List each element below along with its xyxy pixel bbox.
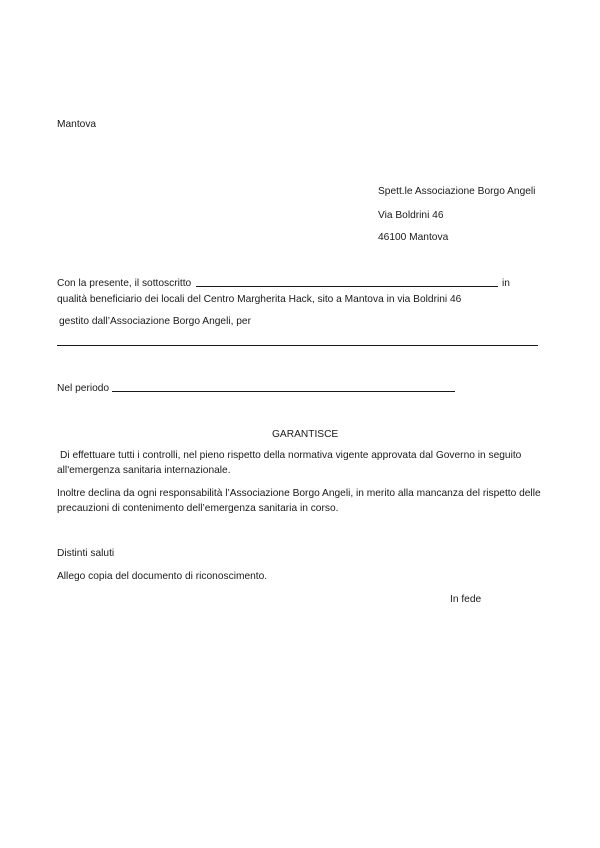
- recipient-line-2: Via Boldrini 46: [378, 210, 444, 221]
- period-fill-line: [112, 391, 455, 392]
- paragraph-1-line-2: all'emergenza sanitaria internazionale.: [57, 465, 231, 476]
- garantisce-heading: GARANTISCE: [272, 429, 339, 440]
- gestito-text: gestito dall’Associazione Borgo Angeli, per: [59, 316, 251, 327]
- recipient-line-3: 46100 Mantova: [378, 232, 449, 243]
- periodo-text: Nel periodo: [57, 383, 110, 394]
- attachment-text: Allego copia del documento di riconoscimento.: [57, 571, 268, 582]
- signature-label: In fede: [450, 594, 482, 605]
- recipient-line-1: Spett.le Associazione Borgo Angeli: [378, 186, 536, 197]
- purpose-fill-line: [57, 345, 538, 346]
- closing-text: Distinti saluti: [57, 548, 115, 559]
- paragraph-1-line-1: Di effettuare tutti i controlli, nel pieno rispetto della normativa vigente approvata dal Governo in seguito: [60, 450, 522, 461]
- in-text: in: [502, 278, 510, 289]
- place-text: Mantova: [57, 119, 97, 130]
- paragraph-2-line-2: precauzioni di contenimento dell’emergenza sanitaria in corso.: [57, 503, 339, 514]
- name-fill-line: [196, 286, 498, 287]
- intro-text: Con la presente, il sottoscritto: [57, 278, 192, 289]
- qualita-text: qualità beneficiario dei locali del Centro Margherita Hack, sito a Mantova in via Boldrini 46: [57, 294, 462, 305]
- paragraph-2-line-1: Inoltre declina da ogni responsabilità l’Associazione Borgo Angeli, in merito alla mancanza del rispetto delle: [57, 488, 541, 499]
